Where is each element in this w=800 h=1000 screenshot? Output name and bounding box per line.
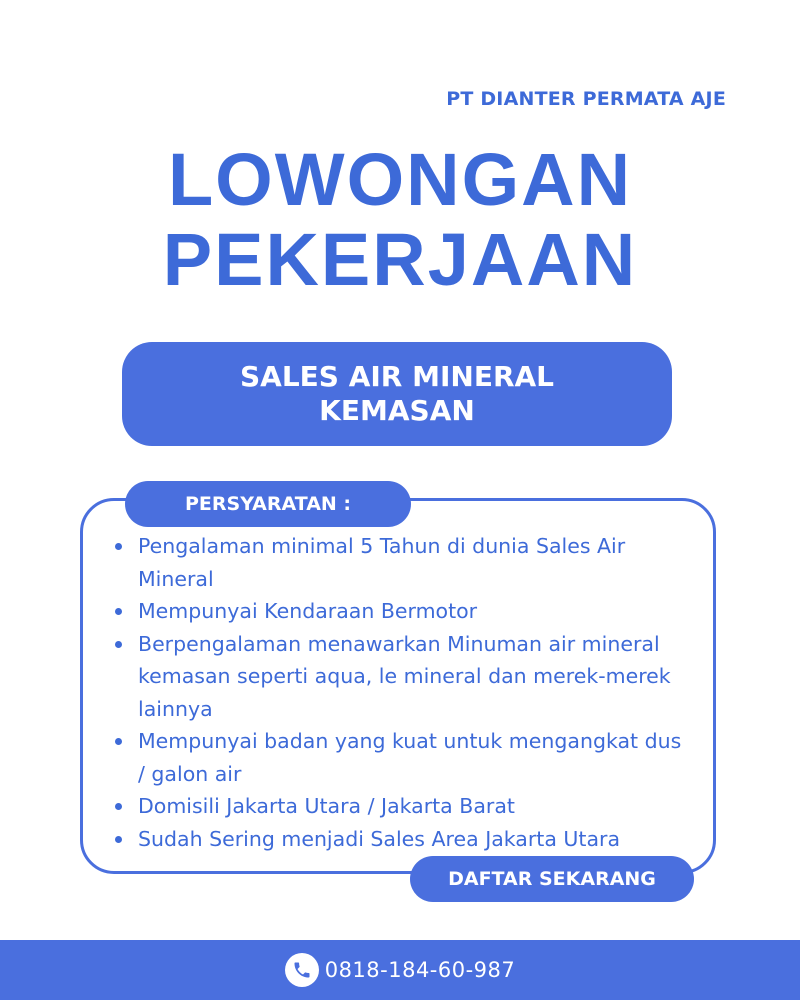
requirements-label-badge	[125, 481, 411, 527]
requirement-item: Pengalaman minimal 5 Tahun di dunia Sales Air Mineral	[112, 530, 692, 595]
company-name: PT DIANTER PERMATA AJE	[446, 88, 726, 110]
requirement-item: Berpengalaman menawarkan Minuman air mineral kemasan seperti aqua, le mineral dan merek-merek lainnya	[112, 628, 692, 726]
phone-icon	[285, 953, 319, 987]
phone-number[interactable]: 0818-184-60-987	[324, 958, 516, 982]
requirement-item: Sudah Sering menjadi Sales Area Jakarta Utara	[112, 823, 692, 856]
requirements-label: PERSYARATAN :	[184, 493, 352, 515]
register-now-label: DAFTAR SEKARANG	[448, 868, 656, 890]
requirement-item: Mempunyai Kendaraan Bermotor	[112, 595, 692, 628]
position-title-line-2: KEMASAN	[319, 394, 475, 427]
headline-line-2: PEKERJAAN	[162, 218, 638, 301]
requirement-item: Mempunyai badan yang kuat untuk mengangkat dus / galon air	[112, 725, 692, 790]
position-title-line-1: SALES AIR MINERAL	[239, 360, 555, 393]
register-now-button[interactable]	[410, 856, 694, 902]
page-title	[0, 140, 800, 300]
contact-footer	[0, 940, 800, 1000]
position-banner	[122, 342, 672, 446]
requirements-list	[112, 530, 692, 855]
position-title	[207, 360, 587, 428]
headline-line-1: LOWONGAN	[167, 138, 633, 221]
requirement-item: Domisili Jakarta Utara / Jakarta Barat	[112, 790, 692, 823]
